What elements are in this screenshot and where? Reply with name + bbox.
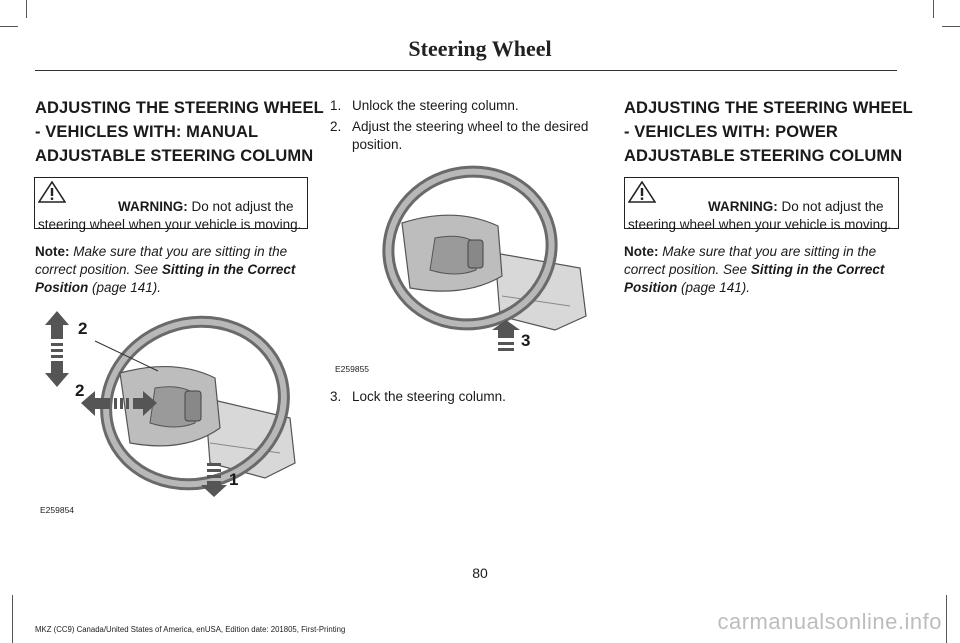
page-title: Steering Wheel	[408, 36, 552, 61]
figure-steering-manual	[35, 303, 310, 518]
callout-label: 2	[75, 381, 85, 400]
warning-text	[38, 198, 303, 234]
step-number: 1.	[330, 98, 342, 113]
left-heading	[35, 96, 324, 168]
crop-mark	[26, 0, 27, 18]
warning-label: WARNING:	[118, 199, 188, 214]
step-item	[330, 388, 610, 408]
crop-mark	[933, 0, 934, 18]
crop-mark	[942, 26, 960, 27]
figure-code: E259855	[335, 364, 370, 374]
step-number: 2.	[330, 119, 342, 134]
step-text: Lock the steering column.	[352, 389, 506, 404]
note-paragraph	[624, 243, 899, 297]
heading-line: ADJUSTABLE STEERING COLUMN	[35, 147, 314, 165]
note-page-ref: (page 141).	[677, 280, 751, 295]
warning-triangle-icon	[628, 181, 656, 203]
figure-code: E259854	[40, 505, 75, 515]
right-heading	[624, 96, 914, 168]
callout-label: 2	[78, 319, 88, 338]
note-text: Make sure that you are sitting in the correct position. See	[624, 244, 877, 277]
steering-wheel-illustration	[330, 158, 605, 378]
step-item	[330, 97, 610, 117]
heading-line: ADJUSTING THE STEERING WHEEL	[35, 99, 324, 117]
note-label: Note:	[624, 244, 659, 259]
warning-body: Do not adjust the steering wheel when your vehicle is moving.	[628, 199, 892, 232]
note-label: Note:	[35, 244, 70, 259]
crop-mark	[946, 595, 947, 643]
callout-label: 1	[229, 470, 239, 489]
warning-box	[34, 177, 308, 232]
cross-reference-link[interactable]: Sitting in the Correct Position	[35, 262, 296, 295]
warning-text	[628, 198, 894, 234]
step-text: Unlock the steering column.	[352, 98, 519, 113]
figure-steering-lock	[330, 158, 605, 378]
note-page-ref: (page 141).	[88, 280, 162, 295]
heading-line: - VEHICLES WITH: POWER	[624, 123, 838, 141]
heading-line: ADJUSTABLE STEERING COLUMN	[624, 147, 903, 165]
header-divider	[35, 70, 897, 71]
step-text: Adjust the steering wheel to the desired position.	[352, 119, 589, 152]
crop-mark	[0, 26, 18, 27]
warning-label: WARNING:	[708, 199, 778, 214]
warning-body: Do not adjust the steering wheel when your vehicle is moving.	[38, 199, 302, 232]
cross-reference-link[interactable]: Sitting in the Correct Position	[624, 262, 885, 295]
callout-label: 3	[521, 331, 531, 350]
steering-wheel-illustration	[35, 303, 310, 518]
watermark: carmanualsonline.info	[717, 609, 942, 634]
heading-line: ADJUSTING THE STEERING WHEEL	[624, 99, 913, 117]
heading-line: - VEHICLES WITH: MANUAL	[35, 123, 259, 141]
edition-footer: MKZ (CC9) Canada/United States of America, enUSA, Edition date: 201805, First-Printing	[35, 625, 346, 634]
step-number: 3.	[330, 389, 342, 404]
note-paragraph	[35, 243, 310, 297]
step-item	[330, 118, 610, 158]
warning-box	[624, 177, 899, 232]
crop-mark	[12, 595, 13, 643]
page-number: 80	[472, 565, 488, 581]
note-text: Make sure that you are sitting in the correct position. See	[35, 244, 288, 277]
warning-triangle-icon	[38, 181, 66, 203]
